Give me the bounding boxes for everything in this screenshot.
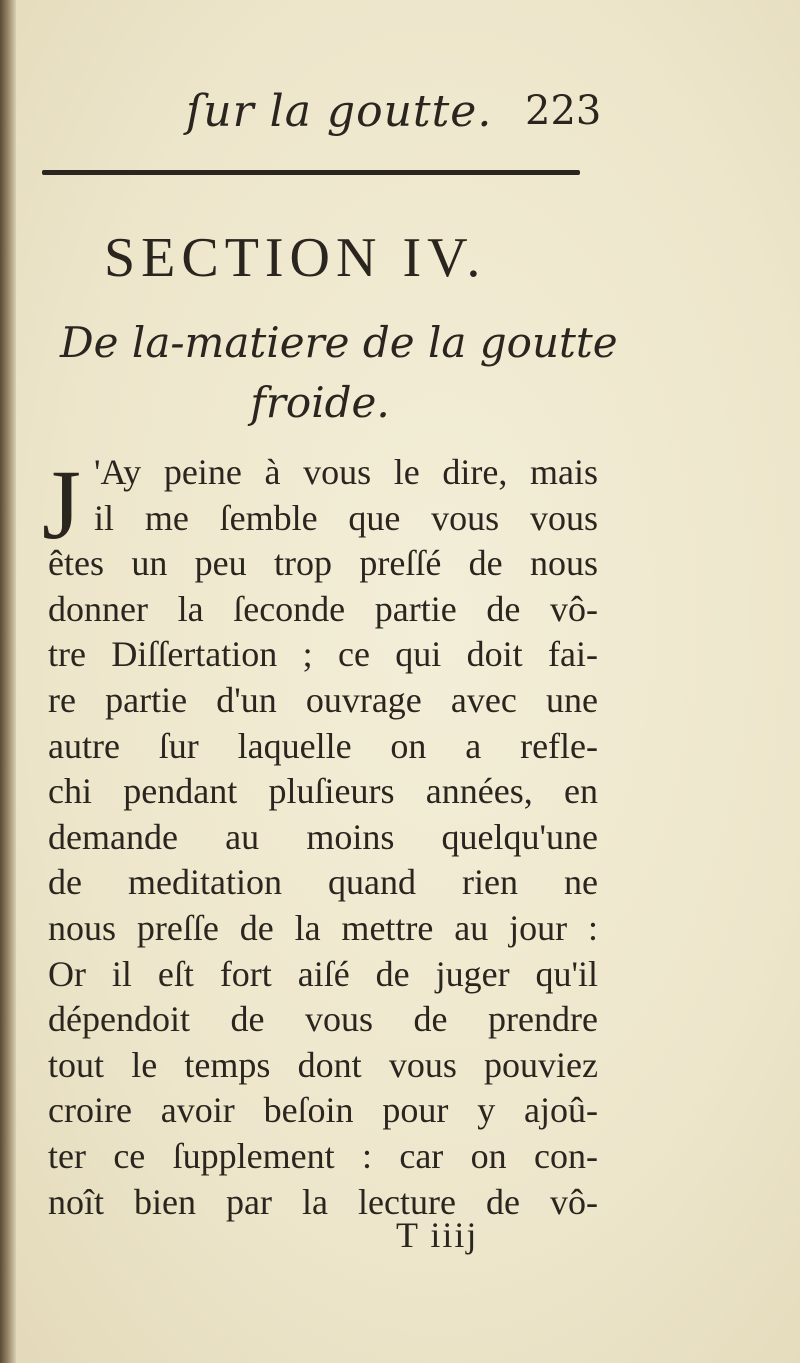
header-rule	[42, 170, 580, 175]
text-line: Or il eſt fort aiſé de juger qu'il	[48, 953, 598, 994]
section-subtitle-line-2: froide.	[250, 378, 390, 427]
text-line: tre Diſſertation ; ce qui doit fai-	[48, 634, 598, 675]
running-title: ſur la goutte.	[186, 86, 493, 137]
text-line: donner la ſeconde partie de vô-	[48, 588, 598, 629]
book-spine-shadow	[0, 0, 16, 1363]
text-line: chi pendant pluſieurs années, en	[48, 771, 598, 812]
text-line: autre ſur laquelle on a refle-	[48, 725, 598, 766]
text-line: noît bien par la lecture de vô-	[48, 1181, 598, 1222]
text-line: dépendoit de vous de prendre	[48, 999, 598, 1040]
text-line: 'Ay peine à vous le dire, mais	[94, 452, 598, 492]
text-line: nous preſſe de la mettre au jour :	[48, 907, 598, 948]
text-line: croire avoir beſoin pour y ajoû-	[48, 1090, 598, 1131]
page-number: 223	[525, 88, 602, 134]
body-text	[48, 450, 598, 1225]
text-line: de meditation quand rien ne	[48, 862, 598, 903]
text-line: tout le temps dont vous pouviez	[48, 1044, 598, 1085]
text-line: il me ſemble que vous vous	[94, 497, 598, 538]
section-subtitle-line-1: De la-matiere de la goutte	[60, 318, 618, 367]
drop-cap: J	[42, 449, 81, 560]
text-line: ter ce ſupplement : car on con-	[48, 1135, 598, 1176]
section-heading: SECTION IV.	[104, 227, 487, 289]
text-line: re partie d'un ouvrage avec une	[48, 679, 598, 720]
text-line: êtes un peu trop preſſé de nous	[48, 543, 598, 584]
text-line: demande au moins quelqu'une	[48, 816, 598, 857]
catchword: T iiij	[396, 1215, 479, 1255]
